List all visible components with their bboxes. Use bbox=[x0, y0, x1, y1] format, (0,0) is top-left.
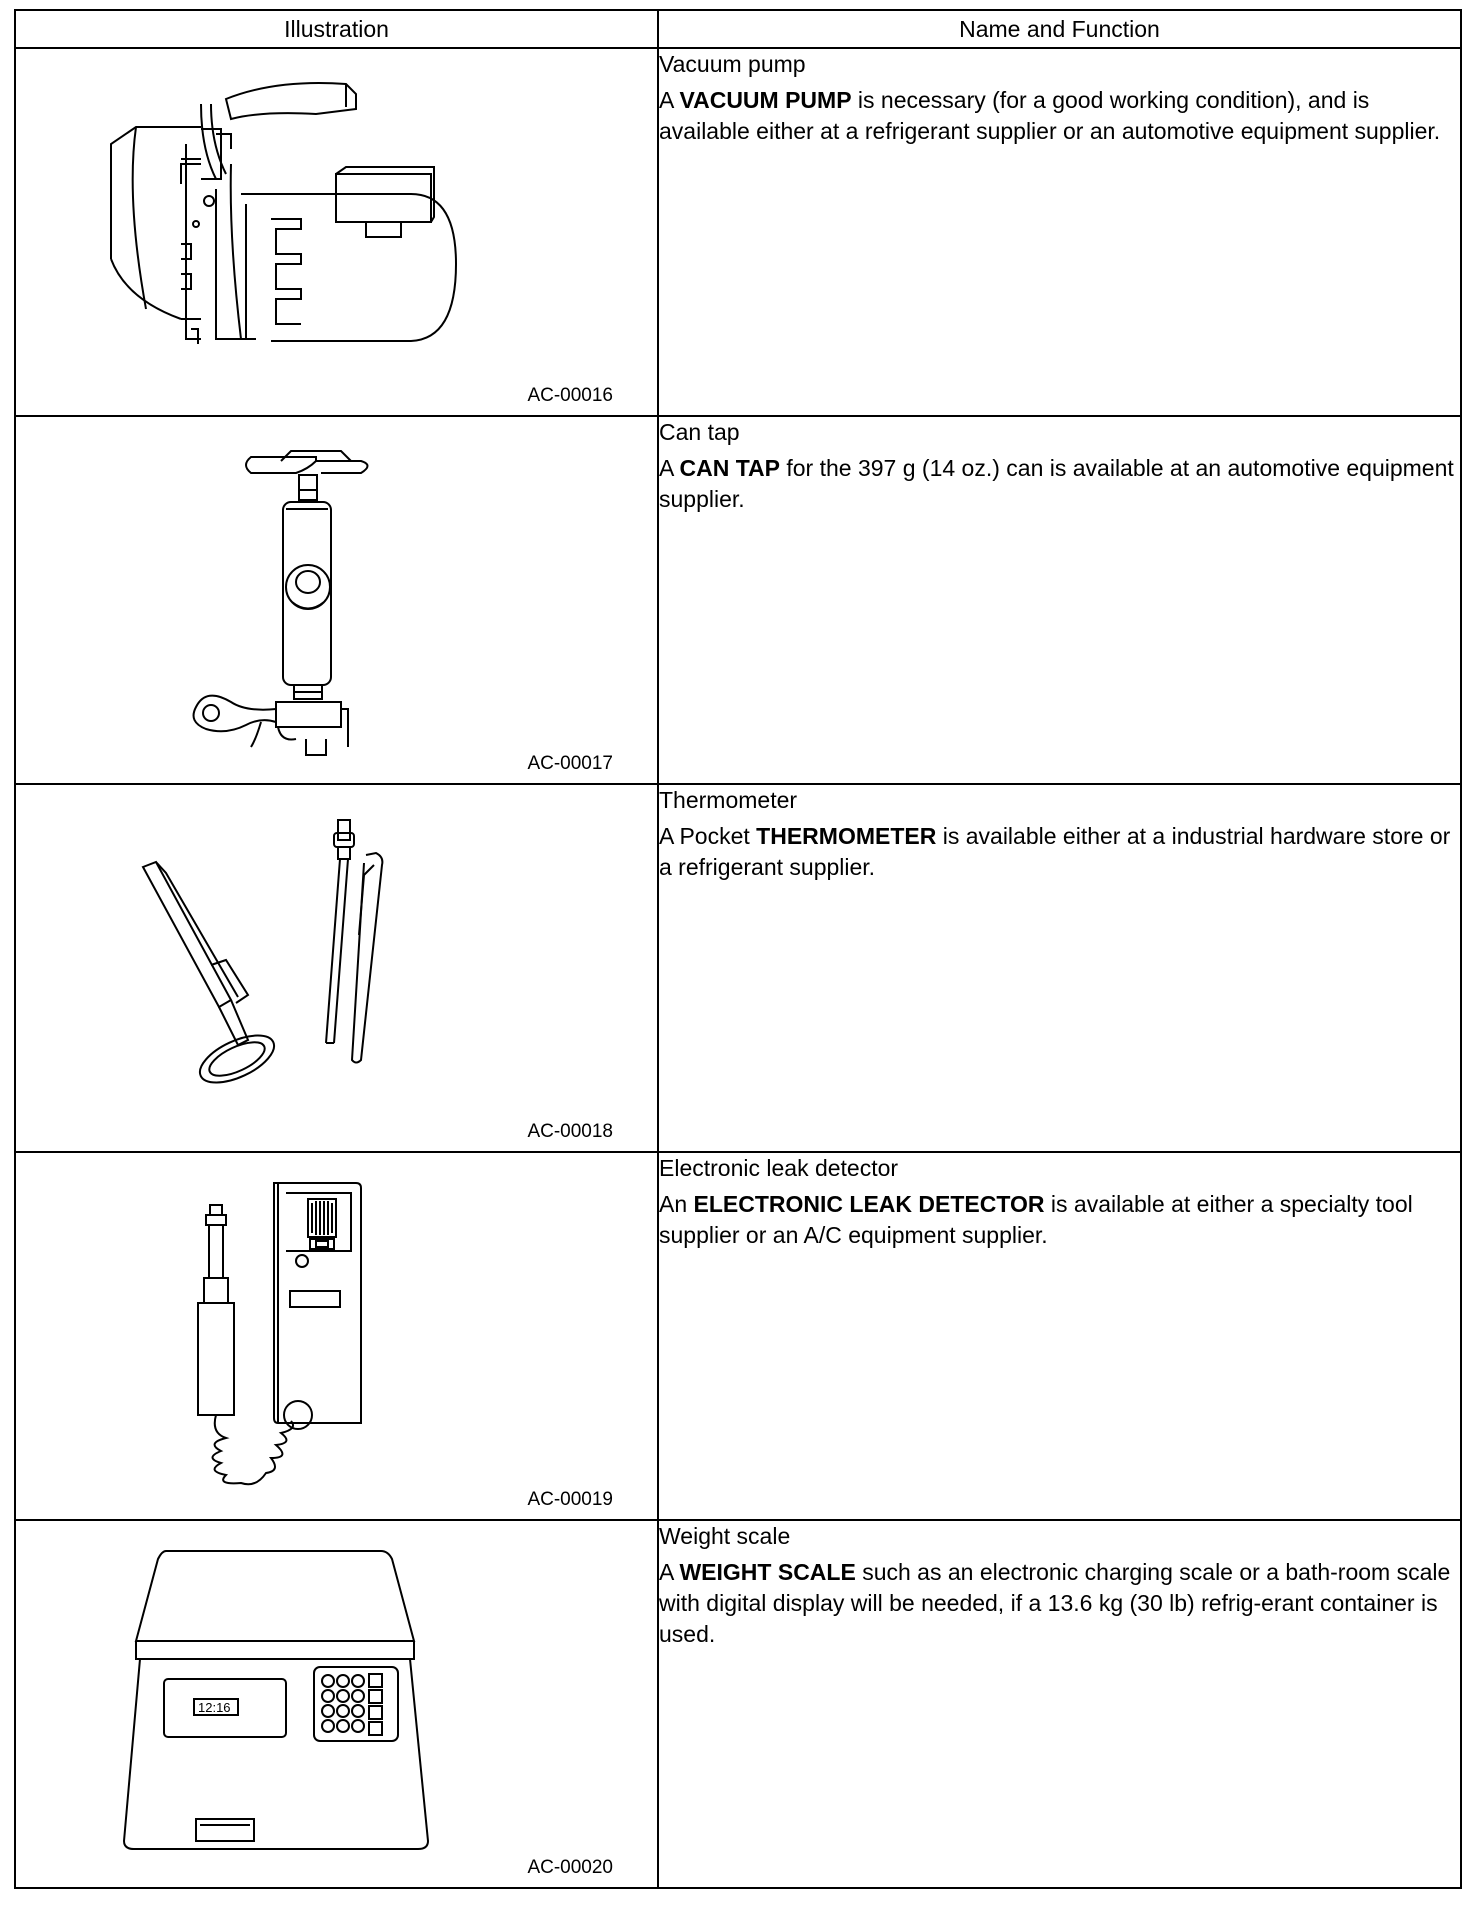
item-description: A CAN TAP for the 397 g (14 oz.) can is available at an automotive equipment supplier. bbox=[659, 455, 1454, 512]
scale-display: 12:16 bbox=[198, 1700, 231, 1715]
table-row bbox=[15, 1520, 1461, 1888]
header-illustration: Illustration bbox=[15, 10, 658, 48]
header-row bbox=[15, 10, 1461, 48]
illustration-code: AC-00020 bbox=[527, 1857, 613, 1878]
illustration-code: AC-00018 bbox=[527, 1121, 613, 1142]
item-keyword: VACUUM PUMP bbox=[679, 87, 852, 113]
tools-table bbox=[14, 9, 1462, 1889]
name-function-cell bbox=[658, 1520, 1461, 1888]
name-function-cell bbox=[658, 1152, 1461, 1520]
thermometer-illustration bbox=[16, 785, 655, 1151]
name-function-cell bbox=[658, 784, 1461, 1152]
table-row bbox=[15, 416, 1461, 784]
illustration-code: AC-00019 bbox=[527, 1489, 613, 1510]
illustration-code: AC-00017 bbox=[527, 753, 613, 774]
name-function-cell bbox=[658, 48, 1461, 416]
table-row bbox=[15, 784, 1461, 1152]
vacuum-pump-illustration bbox=[16, 49, 655, 415]
item-name: Vacuum pump bbox=[659, 51, 806, 77]
illustration-cell bbox=[15, 784, 658, 1152]
illustration-cell bbox=[15, 416, 658, 784]
illustration-cell bbox=[15, 48, 658, 416]
header-name-function: Name and Function bbox=[658, 10, 1461, 48]
item-name: Can tap bbox=[659, 419, 740, 445]
item-keyword: THERMOMETER bbox=[756, 823, 937, 849]
illustration-code: AC-00016 bbox=[527, 385, 613, 406]
item-name: Thermometer bbox=[659, 787, 798, 813]
leak-detector-illustration bbox=[16, 1153, 655, 1519]
table-row bbox=[15, 48, 1461, 416]
weight-scale-illustration bbox=[16, 1521, 655, 1887]
item-keyword: WEIGHT SCALE bbox=[679, 1559, 856, 1585]
item-description: A Pocket THERMOMETER is available either at a industrial hardware store or a refrigerant supplier. bbox=[659, 823, 1451, 880]
item-keyword: CAN TAP bbox=[679, 455, 780, 481]
illustration-cell bbox=[15, 1520, 658, 1888]
name-function-cell bbox=[658, 416, 1461, 784]
item-name: Electronic leak detector bbox=[659, 1155, 899, 1181]
illustration-cell bbox=[15, 1152, 658, 1520]
table-row bbox=[15, 1152, 1461, 1520]
item-description: An ELECTRONIC LEAK DETECTOR is available at either a specialty tool supplier or an A/C equipment supplier. bbox=[659, 1191, 1413, 1248]
item-description: A WEIGHT SCALE such as an electronic charging scale or a bath-room scale with digital display will be needed, if a 13.6 kg (30 lb) refrig-erant container is used. bbox=[659, 1559, 1451, 1647]
item-keyword: ELECTRONIC LEAK DETECTOR bbox=[693, 1191, 1045, 1217]
item-name: Weight scale bbox=[659, 1523, 791, 1549]
item-description: A VACUUM PUMP is necessary (for a good working condition), and is available either at a refrigerant supplier or an automotive equipment supplier. bbox=[659, 87, 1441, 144]
can-tap-illustration bbox=[16, 417, 655, 783]
